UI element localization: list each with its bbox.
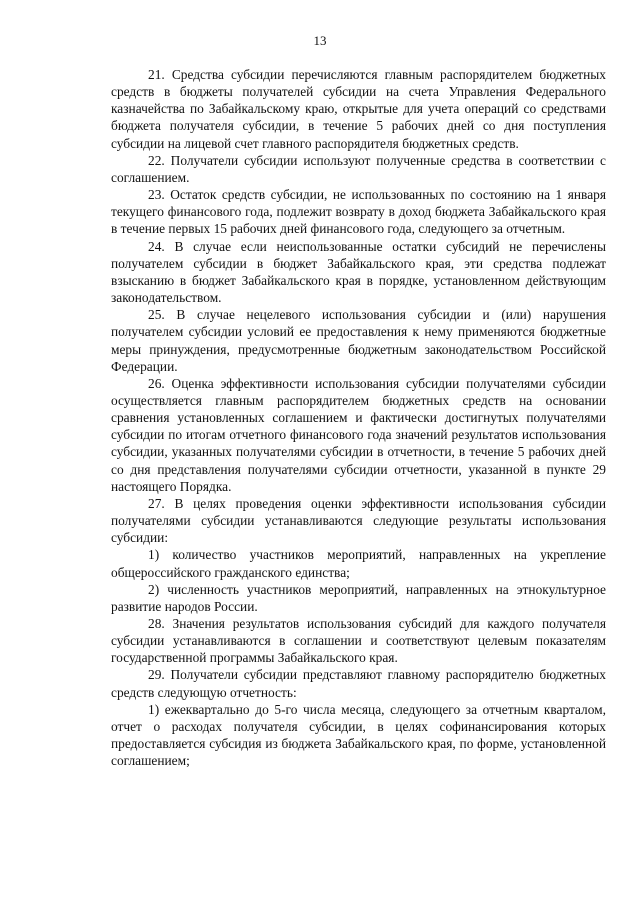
paragraph-25: 25. В случае нецелевого использования субсидии и (или) нарушения получателем субсидии условий ее предоставления к нему применяются бюджетные меры принуждения, предусмотренные бюджетным законодательством Российской Федерации. [111, 307, 606, 374]
paragraph-24: 24. В случае если неиспользованные остатки субсидий не перечислены получателем субсидии в бюджет Забайкальского края, эти средства подлежат взысканию в бюджет Забайкальского края в порядке, установленном действующим законодательством. [111, 238, 606, 306]
paragraph-27: 27. В целях проведения оценки эффективности использования субсидии получателями субсидии устанавливаются следующие результаты использования субсидии: [111, 495, 606, 546]
page-number: 13 [313, 33, 327, 48]
paragraph-28: 28. Значения результатов использования субсидий для каждого получателя субсидии устанавливаются в соглашении и соответствуют целевым показателям государственной программы Забайкальского края. [111, 616, 606, 666]
paragraph-26: 26. Оценка эффективности использования субсидии получателями субсидии осуществляется главным распорядителем бюджетных средств на основании сравнения установленных соглашением и фактически достигнутых получателями субсидии по итогам отчетного финансового года значений результатов использования субсидии, указанных получателями субсидии в отчетности, в течение 5 рабочих дней со дня представления получателями субсидии отчетности, указанной в пункте 29 настоящего Порядка. [111, 375, 606, 494]
paragraph-29: 29. Получатели субсидии представляют главному распорядителю бюджетных средств следующую отчетность: [111, 667, 606, 700]
paragraph-29-item-1: 1) ежеквартально до 5-го числа месяца, следующего за отчетным кварталом, отчет о расходах получателя субсидии, в целях софинансирования которых предоставляется субсидия из бюджета Забайкальского края, по форме, установленной соглашением; [111, 701, 606, 769]
paragraph-21: 21. Средства субсидии перечисляются главным распорядителем бюджетных средств в бюджеты получателей субсидии на счета Управления Федерального казначейства по Забайкальскому краю, открытые для учета операций со средствами бюджета получателя субсидии, в течение 5 рабочих дней со дня поступления субсидии на лицевой счет главного распорядителя бюджетных средств. [111, 67, 606, 151]
paragraph-22: 22. Получатели субсидии используют полученные средства в соответствии с соглашением. [111, 152, 606, 185]
paragraph-27-item-1: 1) количество участников мероприятий, направленных на укрепление общероссийского гражданского единства; [111, 547, 606, 580]
paragraph-27-item-2: 2) численность участников мероприятий, направленных на этнокультурное развитие народов России. [111, 581, 606, 614]
paragraph-23: 23. Остаток средств субсидии, не использованных по состоянию на 1 января текущего финансового года, подлежит возврату в доход бюджета Забайкальского края в течение первых 15 рабочих дней финансового года, следующего за отчетным. [111, 187, 606, 237]
document-body [111, 66, 606, 769]
